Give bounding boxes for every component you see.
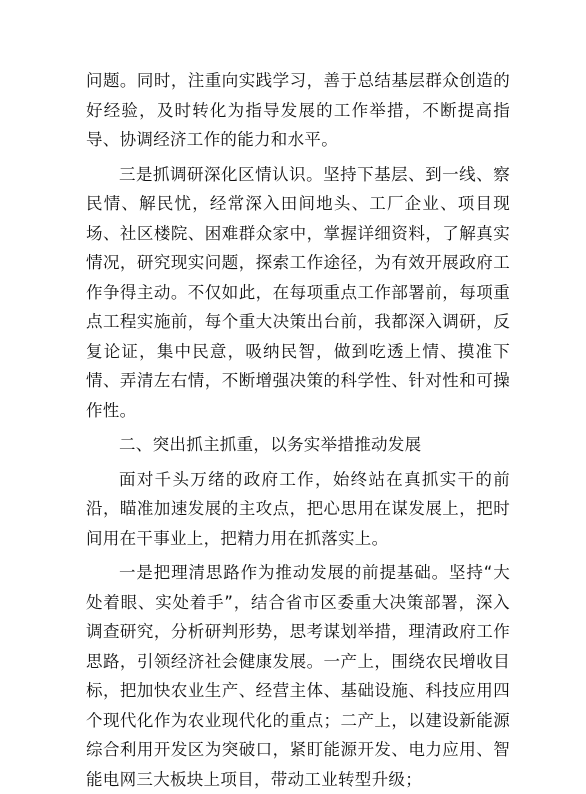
paragraph-intro: 面对千头万绪的政府工作，始终站在真抓实干的前沿，瞄准加速发展的主攻点，把心思用在谋发展上，把时间用在干事业上，把精力用在抓落实上。 xyxy=(86,469,510,548)
paragraph-research: 三是抓调研深化区情认识。坚持下基层、到一线、察民情、解民忧，经常深入田间地头、工厂企业、项目现场、社区楼院、困难群众家中，掌握详细资料，了解真实情况，研究现实问题，探索工作途径，为有效开展政府工作争得主动。不仅如此，在每项重点工作部署前，每项重点工程实施前，每个重大决策出台前，我都深入调研，反复论证，集中民意，吸纳民智，做到吃透上情、摸准下情、弄清左右情，不断增强决策的科学性、针对性和可操作性。 xyxy=(86,164,510,420)
document-body xyxy=(86,66,510,794)
section-heading: 二、突出抓主抓重，以务实举措推动发展 xyxy=(119,435,422,454)
paragraph-strategy: 一是把理清思路作为推动发展的前提基础。坚持“大处着眼、实处着手”，结合省市区委重大决策部署，深入调查研究，分析研判形势，思考谋划举措，理清政府工作思路，引领经济社会健康发展。一产上，围绕农民增收目标，把加快农业生产、经营主体、基础设施、科技应用四个现代化作为农业现代化的重点；二产上，以建设新能源综合利用开发区为突破口，紧盯能源开发、电力应用、智能电网三大板块上项目，带动工业转型升级； xyxy=(86,563,510,789)
paragraph-continuation: 问题。同时，注重向实践学习，善于总结基层群众创造的好经验，及时转化为指导发展的工作举措，不断提高指导、协调经济工作的能力和水平。 xyxy=(86,71,510,149)
